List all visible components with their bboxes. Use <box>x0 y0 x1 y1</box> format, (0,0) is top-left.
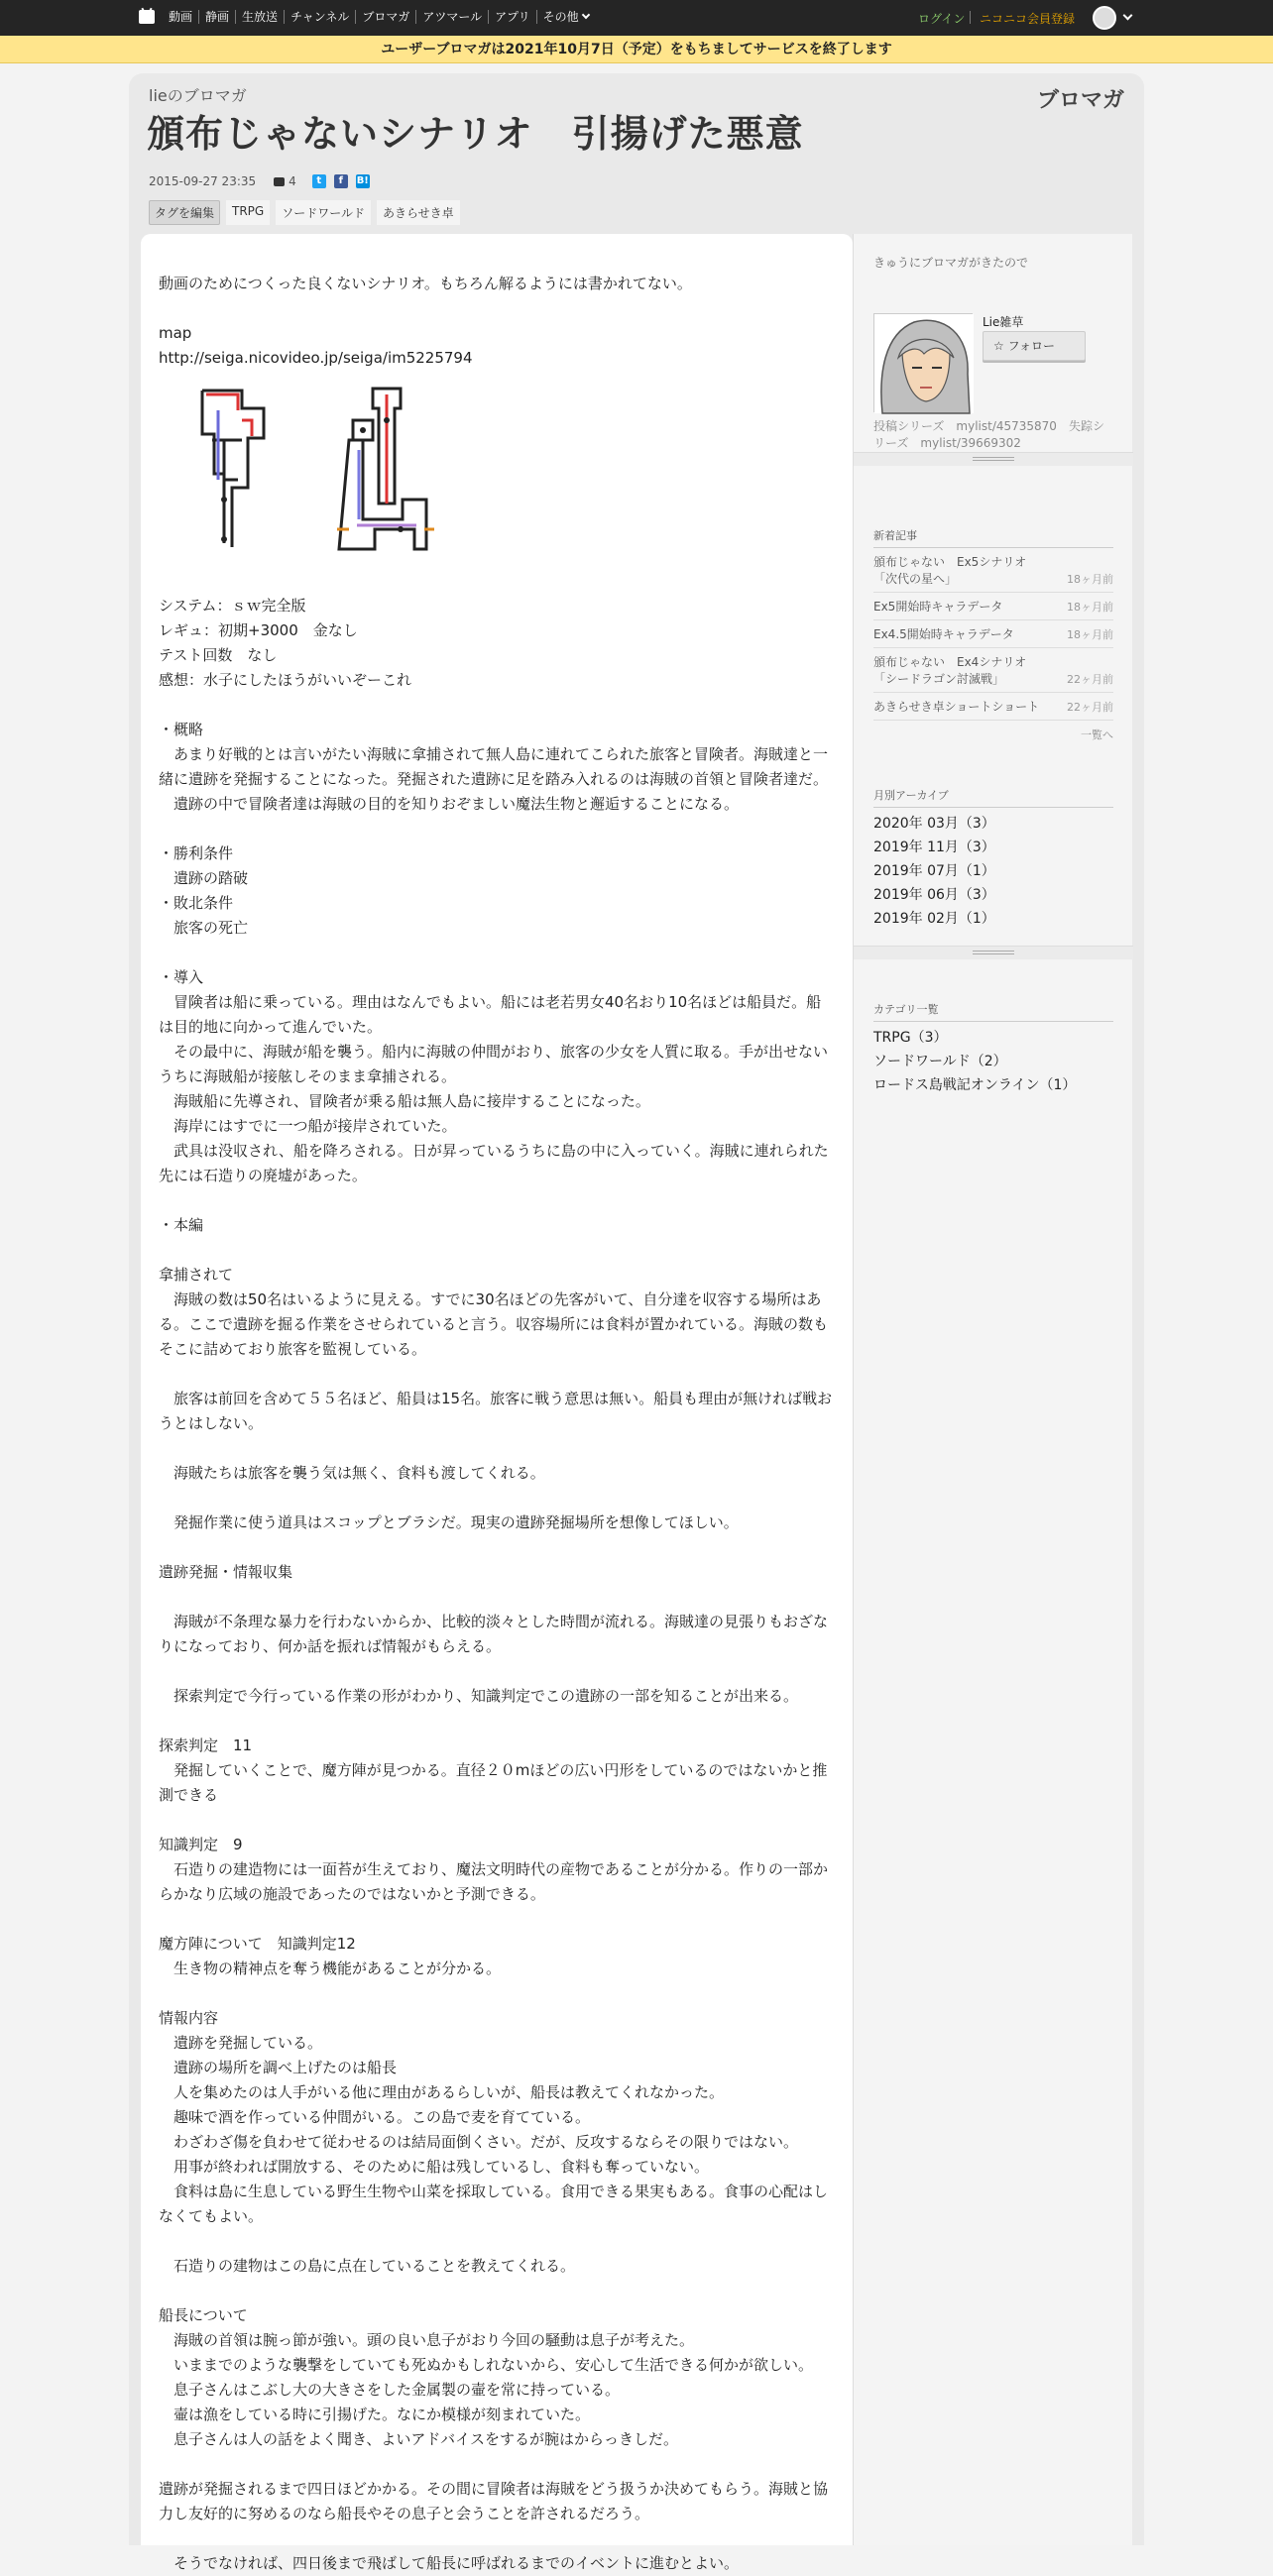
author-heading: きゅうにブロマガがきたので <box>873 256 1029 270</box>
nav-item-blomaga[interactable]: ブロマガ <box>355 10 415 24</box>
tag-item[interactable]: あきらせき卓 <box>377 200 460 225</box>
post-date: 2015-09-27 23:35 <box>149 174 257 188</box>
author-avatar[interactable] <box>873 313 973 412</box>
article-body <box>159 272 833 2576</box>
hatena-bookmark-icon[interactable]: B! <box>356 175 369 186</box>
excavation-heading: 遺跡発掘・情報収集 <box>159 1563 293 1581</box>
nav-item-channel[interactable]: チャンネル <box>284 10 355 24</box>
divider <box>970 11 971 24</box>
tag-item[interactable]: TRPG <box>226 200 270 225</box>
conditions-section: ・勝利条件 遺跡の踏破 ・敗北条件 旅客の死亡 <box>159 844 249 937</box>
new-articles <box>873 527 1113 742</box>
archive-item[interactable]: 2019年 07月（1） <box>873 863 995 879</box>
map-link[interactable]: http://seiga.nicovideo.jp/seiga/im5225794 <box>159 349 473 367</box>
passengers-paragraph: 旅客は前回を含めて５５名ほど、船員は15名。旅客に戦う意思は無い。船員も理由が無ければ戦おうとはしない。 <box>159 1390 833 1432</box>
blog-name[interactable]: lieのブロマガ <box>149 86 247 105</box>
star-icon: ☆ <box>993 339 1008 353</box>
nav-item-more[interactable] <box>536 10 595 24</box>
article-age: 22ヶ月前 <box>1067 701 1113 714</box>
article-link[interactable]: 頒布じゃない Ex5シナリオ 「次代の星へ」 <box>873 555 1039 586</box>
nav-item-more-label: その他 <box>542 10 579 24</box>
new-articles-heading: 新着記事 <box>873 527 1113 548</box>
follow-label: フォロー <box>1007 339 1055 353</box>
otherwise-paragraph: そうでなければ、四日後まで飛ばして船長に呼ばれるまでのイベントに進むとよい。 <box>159 2554 740 2572</box>
page-title: 頒布じゃないシナリオ 引揚げた悪意 <box>147 112 804 156</box>
article-link[interactable]: 頒布じゃない Ex4シナリオ 「シードラゴン討滅戦」 <box>873 655 1039 686</box>
tools-paragraph: 発掘作業に使う道具はスコップとブラシだ。現実の遺跡発掘場所を想像してほしい。 <box>159 1513 739 1531</box>
top-navigation-bar <box>0 0 1273 36</box>
sidebar <box>853 234 1132 2545</box>
captured-section: 拿捕されて 海賊の数は50名はいるように見える。すでに30名ほどの先客がいて、自分達を収容する場所はある。ここで遺跡を掘る作業をさせられていると言う。収容場所には食料が置かれている。海賊の数もそこに詰めており旅客を監視している。 <box>159 1266 829 1358</box>
facebook-share-icon[interactable]: f <box>334 174 348 188</box>
tag-item[interactable]: ソードワールド <box>276 200 371 225</box>
article-age: 18ヶ月前 <box>1067 601 1113 614</box>
list-item[interactable] <box>873 548 1113 593</box>
article-meta <box>149 174 370 188</box>
archive-item[interactable]: 2020年 03月（3） <box>873 816 995 832</box>
twitter-share-icon[interactable]: t <box>312 174 326 188</box>
article-link[interactable]: あきらせき卓ショートショート <box>873 700 1040 714</box>
dungeon-map-image[interactable] <box>188 381 486 569</box>
category-item[interactable]: ロードス島戦記オンライン（1） <box>873 1077 1077 1093</box>
service-end-notice: ユーザーブロマガは2021年10月7日（予定）をもちましてサービスを終了します <box>0 36 1273 63</box>
user-avatar[interactable] <box>1093 6 1116 30</box>
tag-list <box>149 200 460 225</box>
sidebar-divider <box>854 452 1133 466</box>
chevron-down-icon[interactable] <box>1123 11 1133 21</box>
category-list <box>873 1001 1113 1097</box>
overview-section: ・概略 あまり好戦的とは言いがたい海賊に拿捕されて無人島に連れてこられた旅客と冒険者。海賊達と一緒に遺跡を発掘することになった。発掘された遺跡に足を踏み入れるのは海賊の首領と冒険者達だ。 遺跡の中で冒険者達は海賊の目的を知りおぞましい魔法生物と邂逅することになる。 <box>159 721 829 813</box>
archive-heading: 月別アーカイブ <box>873 787 1113 808</box>
comment-count[interactable]: 4 <box>289 174 296 188</box>
stone-paragraph: 石造りの建物はこの島に点在していることを教えてくれる。 <box>159 2257 576 2275</box>
article-age: 18ヶ月前 <box>1067 628 1113 641</box>
category-item[interactable]: ソードワールド（2） <box>873 1054 1007 1069</box>
search-check-section: 探索判定 11 発掘していくことで、魔方陣が見つかる。直径２０mほどの広い円形をしているのではないかと推測できる <box>159 1736 828 1804</box>
magic-circle-section: 魔方陣について 知識判定12 生き物の精神点を奪う機能があることが分かる。 <box>159 1935 502 1977</box>
main-heading: ・本編 <box>159 1216 204 1234</box>
author-name[interactable]: Lie雑草 <box>983 315 1024 329</box>
knowledge-check-section: 知識判定 9 石造りの建造物には一面苔が生えており、魔法文明時代の産物であることが分かる。作りの一部からかなり広域の施設であったのではないかと予測できる。 <box>159 1836 829 1903</box>
category-item[interactable]: TRPG（3） <box>873 1030 948 1046</box>
grip-icon <box>973 951 1014 952</box>
article-intro: 動画のためにつくった良くないシナリオ。もちろん解るようには書かれてない。 <box>159 275 692 292</box>
list-item[interactable] <box>873 593 1113 620</box>
monthly-archive <box>873 787 1113 931</box>
edit-tags-button[interactable]: タグを編集 <box>149 200 220 225</box>
chevron-down-icon <box>581 11 589 19</box>
author-profile <box>873 254 1113 452</box>
excavation-paragraph: 海賊が不条理な暴力を行わないからか、比較的淡々とした時間が流れる。海賊達の見張りもおざなりになっており、何か話を振れば情報がもらえる。 <box>159 1613 829 1655</box>
archive-item[interactable]: 2019年 11月（3） <box>873 840 995 855</box>
four-days-paragraph: 遺跡が発掘されるまで四日ほどかかる。その間に冒険者は海賊をどう扱うか決めてもらう。海賊と協力し友好的に努めるのなら船長やその息子と会うことを許されるだろう。 <box>159 2480 829 2522</box>
list-item[interactable] <box>873 693 1113 721</box>
archive-item[interactable]: 2019年 02月（1） <box>873 911 995 927</box>
captain-section: 船長について 海賊の首領は腕っ節が強い。頭の良い息子がおり今回の騒動は息子が考えた。 いままでのような襲撃をしていても死ぬかもしれないから、安心して生活できる何かが欲しい。 息子さんはこぶし大の大きさをした金属製の壷を常に持っている。 壷は漁をしている時に引揚げた。なにか模様が刻まれていた。 息子さんは人の話をよく聞き、よいアドバイスをするが腕はからっきしだ。 <box>159 2306 814 2448</box>
register-link[interactable]: ニコニコ会員登録 <box>980 12 1076 26</box>
list-item[interactable] <box>873 648 1113 693</box>
nav-item-live[interactable]: 生放送 <box>235 10 284 24</box>
nav-item-seiga[interactable]: 静画 <box>198 10 235 24</box>
comment-icon <box>274 177 285 186</box>
system-info: システム：ｓｗ完全版 レギュ：初期+3000 金なし テスト回数 なし 感想：水子にしたほうがいいぞーこれ <box>159 597 412 689</box>
blomaga-logo[interactable]: ブロマガ <box>1036 88 1124 113</box>
sidebar-divider <box>854 946 1133 959</box>
category-heading: カテゴリ一覧 <box>873 1001 1113 1022</box>
article-link[interactable]: Ex5開始時キャラデータ <box>873 600 1003 614</box>
author-series[interactable]: 投稿シリーズ mylist/45735870 失踪シリーズ mylist/39669302 <box>873 419 1104 450</box>
nav-item-video[interactable]: 動画 <box>169 10 193 24</box>
grip-icon <box>973 457 1014 458</box>
info-section: 情報内容 遺跡を発掘している。 遺跡の場所を調べ上げたのは船長 人を集めたのは人手がいる他に理由があるらしいが、船長は教えてくれなかった。 趣味で酒を作っている仲間がいる。この島で麦を育てている。 わざわざ傷を負わせて従わせるのは結局面倒くさい。だが、反攻するならその限りではない。 用事が終われば開放する、そのために船は残しているし、食料も奪っていない。 食料は島に生息している野生生物や山菜を採取している。食用できる果実もある。食事の心配はしなくてもよい。 <box>159 2009 829 2225</box>
nav-item-atsumaru[interactable]: アツマール <box>415 10 488 24</box>
search-intro-paragraph: 探索判定で今行っている作業の形がわかり、知識判定でこの遺跡の一部を知ることが出来る。 <box>159 1687 799 1705</box>
login-link[interactable]: ログイン <box>918 12 966 26</box>
intro-section: ・導入 冒険者は船に乗っている。理由はなんでもよい。船には老若男女40名おり10名ほどは船員だ。船は目的地に向かって進んでいた。 その最中に、海賊が船を襲う。船内に海賊の仲間がおり、旅客の少女を人質に取る。手が出せないうちに海賊船が接舷しそのまま拿捕される。 海賊船に先導され、冒険者が乗る船は無人島に接岸することになった。 海岸にはすでに一つ船が接岸されていた。 武具は没収され、船を降ろされる。日が昇っているうちに島の中に入っていく。海賊に連れられた先には石造りの廃墟があった。 <box>159 968 829 1184</box>
article-age: 22ヶ月前 <box>1067 673 1113 686</box>
pirates-food-paragraph: 海賊たちは旅客を襲う気は無く、食料も渡してくれる。 <box>159 1464 545 1482</box>
article-panel <box>141 234 853 2572</box>
more-articles-link[interactable]: 一覧へ <box>1081 728 1113 741</box>
article-link[interactable]: Ex4.5開始時キャラデータ <box>873 627 1014 641</box>
niconico-logo-icon[interactable] <box>139 10 155 24</box>
list-item[interactable] <box>873 620 1113 648</box>
map-label: map <box>159 324 192 342</box>
follow-button[interactable] <box>983 331 1086 361</box>
archive-item[interactable]: 2019年 06月（3） <box>873 887 995 903</box>
service-menu <box>165 10 595 24</box>
article-age: 18ヶ月前 <box>1067 573 1113 586</box>
nav-item-app[interactable]: アプリ <box>488 10 536 24</box>
